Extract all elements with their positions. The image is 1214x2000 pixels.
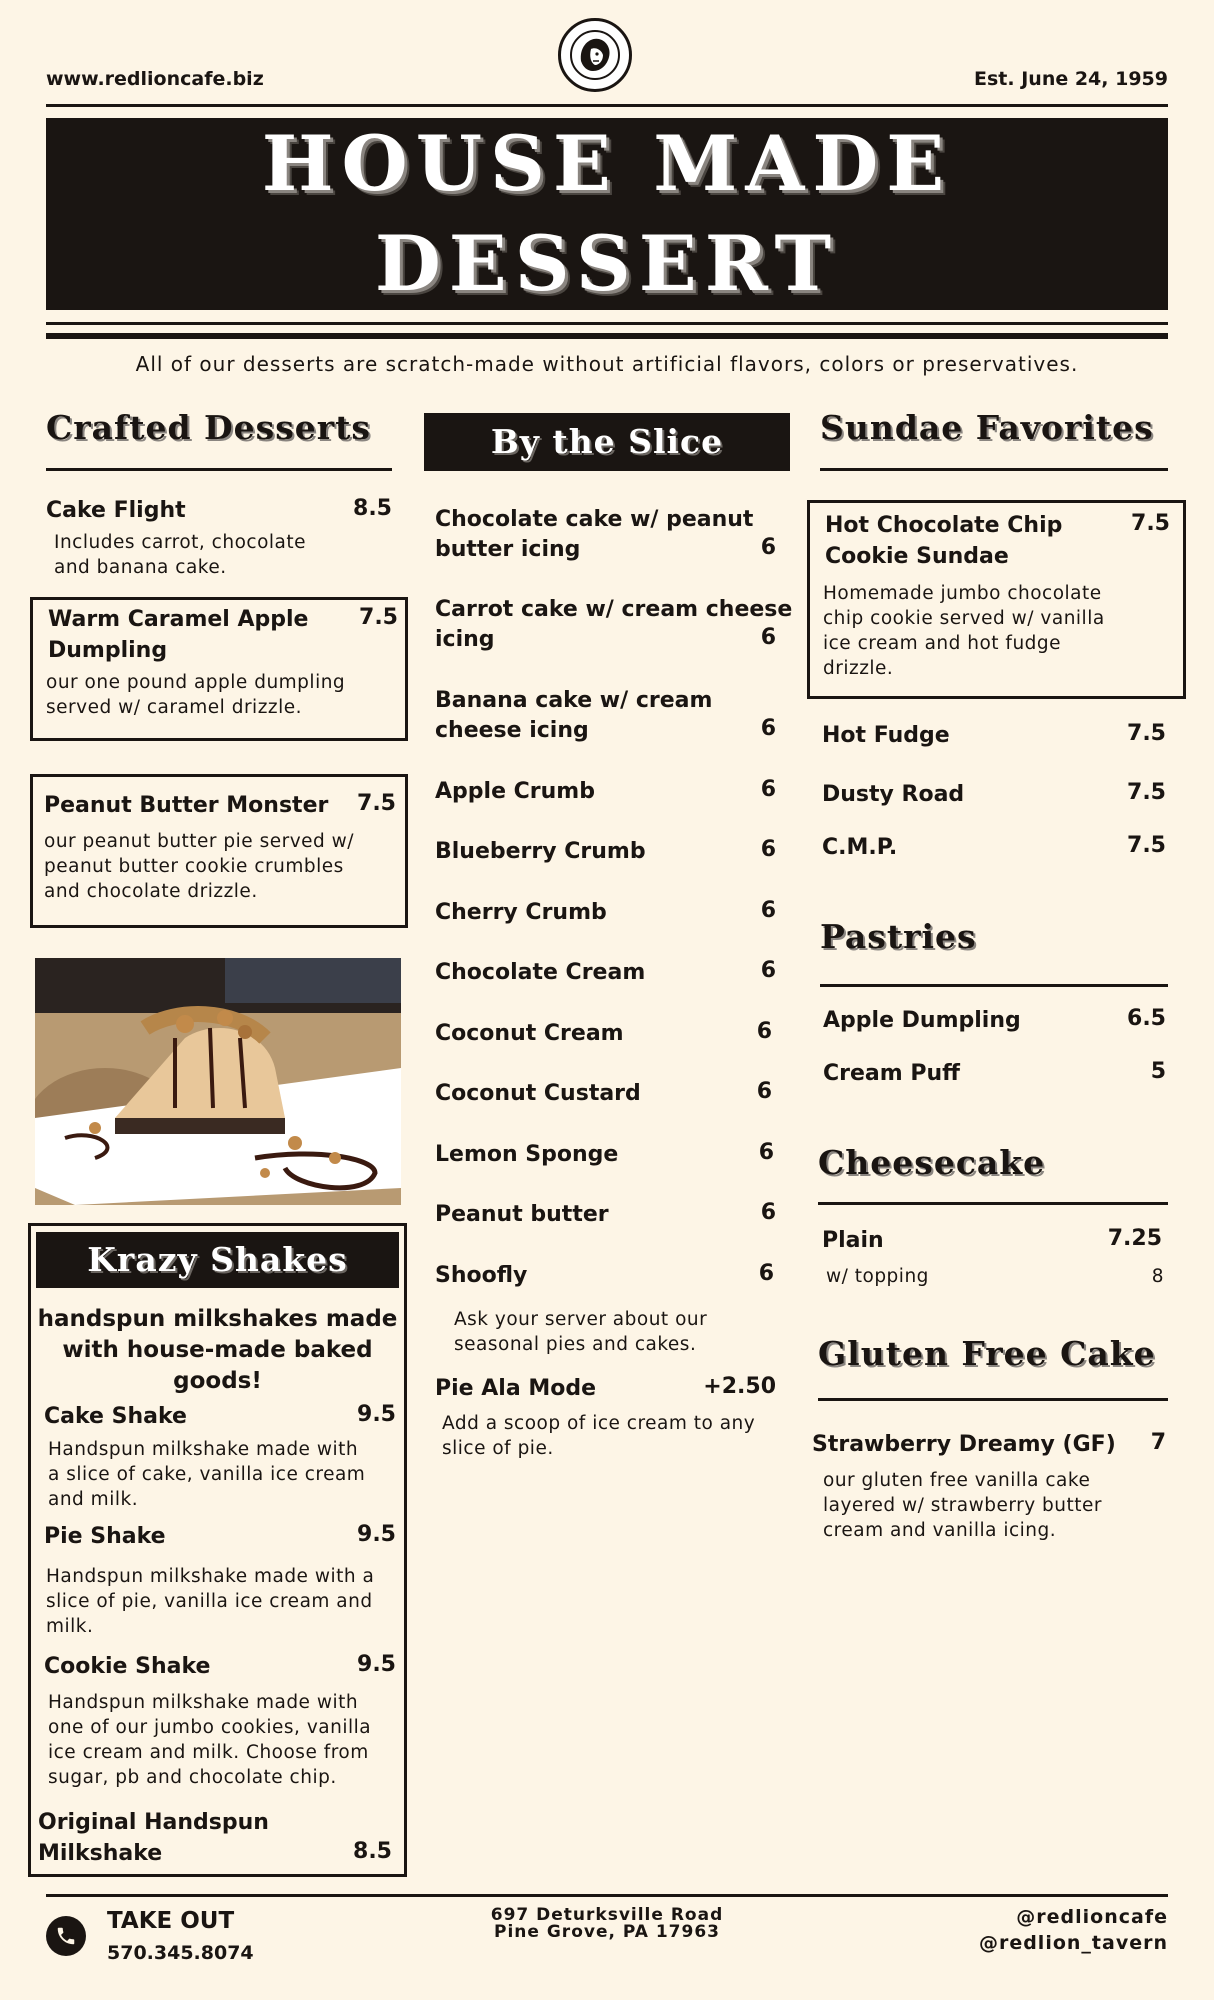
slice-price-chocolate: 6: [760, 535, 776, 560]
warm-caramel-desc-1: our one pound apple dumpling: [46, 672, 346, 693]
banner-line-1: HOUSE MADE: [261, 119, 953, 208]
featured-sundae-desc-4: drizzle.: [823, 658, 894, 679]
pie-ala-mode-desc-1: Add a scoop of ice cream to any: [442, 1413, 756, 1434]
cookie-shake-desc-2: one of our jumbo cookies, vanilla: [48, 1717, 372, 1738]
footer-rule: [46, 1894, 1168, 1897]
slice-note-2: seasonal pies and cakes.: [454, 1334, 697, 1355]
featured-sundae-desc-2: chip cookie served w/ vanilla: [823, 608, 1105, 629]
banner-rule-2: [46, 333, 1168, 339]
featured-sundae-name-1: Hot Chocolate Chip: [825, 513, 1063, 538]
pie-shake-desc-2: slice of pie, vanilla ice cream and: [46, 1591, 373, 1612]
cookie-shake-name: Cookie Shake: [44, 1654, 211, 1679]
peanut-butter-desc-3: and chocolate drizzle.: [44, 881, 258, 902]
address-line-2: Pine Grove, PA 17963: [494, 1922, 720, 1942]
cake-flight-desc-2: and banana cake.: [54, 557, 227, 578]
pie-ala-mode-name: Pie Ala Mode: [435, 1376, 596, 1401]
header-rule: [46, 104, 1168, 107]
slice-item-coconut-custard: Coconut Custard: [435, 1081, 641, 1106]
pie-ala-mode-desc-2: slice of pie.: [442, 1438, 554, 1459]
social-handle-cafe[interactable]: @redlioncafe: [1016, 1906, 1168, 1928]
cookie-shake-desc-4: sugar, pb and chocolate chip.: [48, 1767, 337, 1788]
strawberry-dreamy-desc-3: cream and vanilla icing.: [823, 1520, 1057, 1541]
dusty-road-name: Dusty Road: [822, 782, 965, 807]
hot-fudge-name: Hot Fudge: [822, 723, 950, 748]
strawberry-dreamy-desc-2: layered w/ strawberry butter: [823, 1495, 1103, 1516]
slice-item-chocolate-2: butter icing: [435, 537, 581, 562]
slice-price-banana: 6: [760, 716, 776, 741]
takeout-phone[interactable]: 570.345.8074: [107, 1942, 254, 1964]
hot-fudge-price: 7.5: [1127, 721, 1166, 746]
original-shake-name-1: Original Handspun: [38, 1810, 269, 1835]
slice-item-banana-1: Banana cake w/ cream: [435, 688, 713, 713]
strawberry-dreamy-name: Strawberry Dreamy (GF): [812, 1432, 1116, 1457]
shakes-intro-1: handspun milkshakes made: [37, 1306, 398, 1332]
featured-sundae-name-2: Cookie Sundae: [825, 544, 1009, 569]
crafted-desserts-heading: Crafted Desserts: [46, 408, 372, 447]
slice-price-cherry-crumb: 6: [760, 898, 776, 923]
cookie-shake-desc-1: Handspun milkshake made with: [48, 1692, 359, 1713]
slice-price-peanut-butter: 6: [760, 1200, 776, 1225]
plain-cheesecake-name: Plain: [822, 1228, 884, 1253]
sundae-favorites-heading: Sundae Favorites: [820, 408, 1154, 447]
crafted-rule: [46, 468, 392, 471]
cake-shake-price: 9.5: [357, 1402, 396, 1427]
original-shake-price: 8.5: [353, 1839, 392, 1864]
apple-dumpling-price: 6.5: [1127, 1006, 1166, 1031]
pie-shake-price: 9.5: [357, 1522, 396, 1547]
gluten-free-heading: Gluten Free Cake: [818, 1334, 1156, 1373]
strawberry-dreamy-desc-1: our gluten free vanilla cake: [823, 1470, 1091, 1491]
featured-sundae-desc-1: Homemade jumbo chocolate: [823, 583, 1102, 604]
pie-ala-mode-price: +2.50: [703, 1374, 776, 1399]
slice-item-carrot-2: icing: [435, 627, 495, 652]
peanut-butter-desc-2: peanut butter cookie crumbles: [44, 856, 344, 877]
website-url[interactable]: www.redlioncafe.biz: [46, 68, 264, 90]
apple-dumpling-name: Apple Dumpling: [823, 1008, 1021, 1033]
slice-price-chocolate-cream: 6: [760, 958, 776, 983]
slice-price-blueberry-crumb: 6: [760, 837, 776, 862]
banner-rule-1: [46, 322, 1168, 325]
cake-flight-price: 8.5: [353, 496, 392, 521]
slice-item-carrot-1: Carrot cake w/ cream cheese: [435, 597, 793, 622]
social-handle-tavern[interactable]: @redlion_tavern: [978, 1932, 1168, 1954]
pie-shake-desc-1: Handspun milkshake made with a: [46, 1566, 375, 1587]
slice-item-chocolate-cream: Chocolate Cream: [435, 960, 646, 985]
topping-cheesecake-name: w/ topping: [826, 1266, 929, 1287]
shakes-intro-2: with house-made baked: [62, 1337, 373, 1363]
cookie-shake-price: 9.5: [357, 1652, 396, 1677]
peanut-butter-price: 7.5: [357, 791, 396, 816]
cream-puff-name: Cream Puff: [823, 1061, 960, 1086]
banner-line-2: DESSERT: [374, 219, 840, 308]
slice-item-peanut-butter: Peanut butter: [435, 1202, 609, 1227]
slice-item-lemon-sponge: Lemon Sponge: [435, 1142, 619, 1167]
slice-item-apple-crumb: Apple Crumb: [435, 779, 595, 804]
warm-caramel-name-2: Dumpling: [48, 638, 168, 663]
sundae-rule: [820, 468, 1168, 471]
lion-logo: [558, 18, 632, 92]
warm-caramel-name-1: Warm Caramel Apple: [48, 607, 309, 632]
cake-shake-name: Cake Shake: [44, 1404, 187, 1429]
slice-item-cherry-crumb: Cherry Crumb: [435, 900, 607, 925]
shakes-intro-3: goods!: [173, 1368, 262, 1394]
krazy-shakes-heading: Krazy Shakes: [36, 1232, 399, 1288]
pie-photo: [35, 958, 401, 1205]
peanut-butter-desc-1: our peanut butter pie served w/: [44, 831, 355, 852]
dusty-road-price: 7.5: [1127, 780, 1166, 805]
cheesecake-rule: [818, 1202, 1168, 1205]
title-banner: [46, 118, 1168, 310]
slice-price-coconut-cream: 6: [756, 1019, 772, 1044]
peanut-butter-name: Peanut Butter Monster: [44, 793, 329, 818]
tagline: All of our desserts are scratch-made without artificial flavors, colors or preservatives.: [135, 352, 1079, 376]
by-the-slice-heading: By the Slice: [424, 413, 790, 471]
phone-icon[interactable]: [46, 1916, 86, 1956]
slice-price-shoofly: 6: [758, 1261, 774, 1286]
strawberry-dreamy-price: 7: [1150, 1430, 1166, 1455]
cake-shake-desc-1: Handspun milkshake made with: [48, 1439, 359, 1460]
pie-shake-desc-3: milk.: [46, 1616, 94, 1637]
warm-caramel-price: 7.5: [359, 605, 398, 630]
slice-item-banana-2: cheese icing: [435, 718, 589, 743]
topping-cheesecake-price: 8: [1151, 1266, 1164, 1287]
slice-price-apple-crumb: 6: [760, 777, 776, 802]
pie-shake-name: Pie Shake: [44, 1524, 166, 1549]
featured-sundae-desc-3: ice cream and hot fudge: [823, 633, 1062, 654]
cmp-price: 7.5: [1127, 833, 1166, 858]
cookie-shake-desc-3: ice cream and milk. Choose from: [48, 1742, 369, 1763]
plain-cheesecake-price: 7.25: [1107, 1226, 1162, 1251]
original-shake-name-2: Milkshake: [38, 1841, 163, 1866]
cake-shake-desc-2: a slice of cake, vanilla ice cream: [48, 1464, 366, 1485]
established-date: Est. June 24, 1959: [974, 68, 1168, 90]
featured-sundae-price: 7.5: [1131, 511, 1170, 536]
address-line-1: 697 Deturksville Road: [490, 1905, 724, 1925]
slice-item-chocolate-1: Chocolate cake w/ peanut: [435, 507, 754, 532]
pastries-rule: [820, 984, 1168, 987]
warm-caramel-desc-2: served w/ caramel drizzle.: [46, 697, 303, 718]
cake-flight-desc-1: Includes carrot, chocolate: [54, 532, 307, 553]
slice-price-carrot: 6: [760, 625, 776, 650]
pastries-heading: Pastries: [820, 917, 977, 956]
slice-item-shoofly: Shoofly: [435, 1263, 528, 1288]
takeout-label: TAKE OUT: [107, 1908, 235, 1934]
cream-puff-price: 5: [1150, 1059, 1166, 1084]
gluten-free-rule: [818, 1398, 1168, 1401]
cheesecake-heading: Cheesecake: [818, 1143, 1046, 1182]
slice-note-1: Ask your server about our: [454, 1309, 708, 1330]
slice-item-blueberry-crumb: Blueberry Crumb: [435, 839, 646, 864]
cake-shake-desc-3: and milk.: [48, 1489, 139, 1510]
slice-price-coconut-custard: 6: [756, 1079, 772, 1104]
slice-item-coconut-cream: Coconut Cream: [435, 1021, 624, 1046]
cmp-name: C.M.P.: [822, 835, 898, 860]
slice-price-lemon-sponge: 6: [758, 1140, 774, 1165]
cake-flight-name: Cake Flight: [46, 498, 186, 523]
